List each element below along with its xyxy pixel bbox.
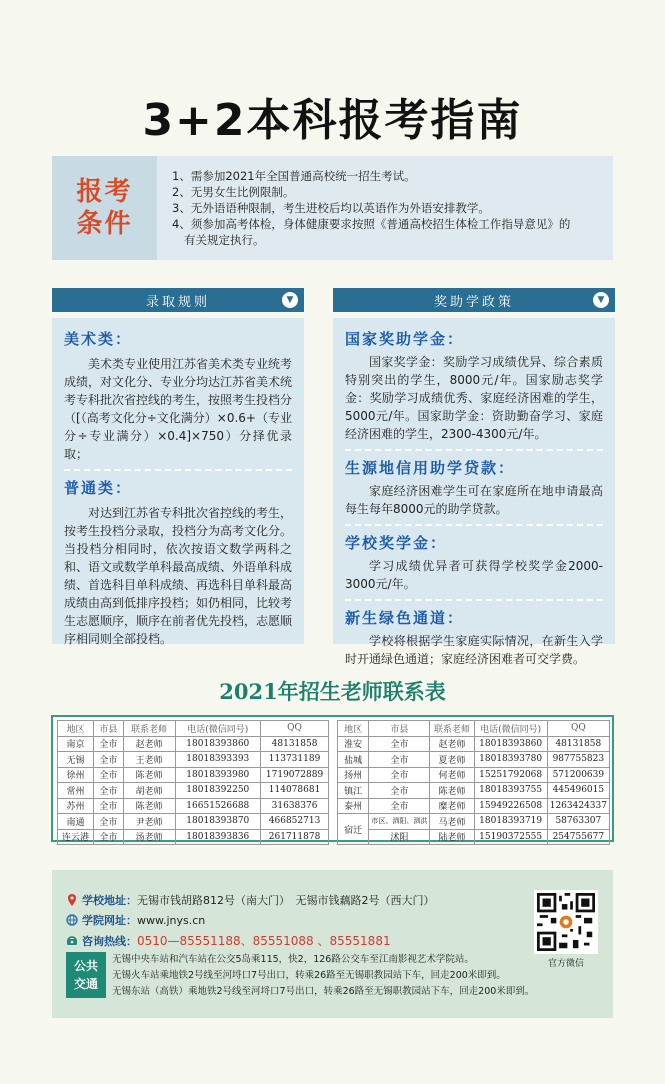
footer-box: [52, 870, 613, 1018]
table-cell: 58763307: [547, 814, 609, 830]
chevron-down-icon: ▼: [593, 292, 609, 308]
page-title: 3+2本科报考指南: [142, 95, 523, 146]
table-cell: 1719072889: [261, 767, 329, 783]
table-cell: 陆老师: [430, 829, 474, 845]
green-text: 学校将根据学生家庭实际情况，在新生入学时开通绿色通道；家庭经济困难者可交学费。: [345, 634, 603, 666]
table-header-cell: 市县: [93, 721, 123, 737]
table-header-cell: 电话(微信同号): [474, 721, 547, 737]
requirements-box: [52, 156, 613, 260]
table-cell: 15949226508: [474, 798, 547, 814]
table-row: [58, 736, 329, 752]
divider: [345, 449, 603, 451]
contacts-table-right: [337, 720, 610, 845]
table-cell: 48131858: [547, 736, 609, 752]
table-cell: 18018393719: [474, 814, 547, 830]
art-title: 美术类：: [64, 330, 133, 348]
table-cell: 987755823: [547, 752, 609, 768]
table-cell: 南京: [58, 736, 94, 752]
table-cell: 苏州: [58, 798, 94, 814]
general-title: 普通类：: [64, 479, 133, 497]
requirement-item: 有关规定执行。: [184, 233, 265, 247]
school-title: 学校奖学金：: [345, 534, 448, 552]
general-text: 对达到江苏省专科批次省控线的考生，按考生投档分录取，投档分为高考文化分。当投档分相同时，依次按语文数学两科之和、语文或数学单科最高成绩、外语单科成绩、首选科目单科成绩、再选科目单科最高成绩由高到低排序投档；如仍相同，比较考生志愿顺序，顺序在前者优先投档，志愿顺序相同则全部投档。: [64, 506, 293, 646]
table-cell: 陈老师: [430, 783, 474, 799]
table-cell: 466852713: [261, 814, 329, 830]
table-cell: 全市: [369, 798, 430, 814]
table-row: [338, 798, 610, 814]
table-cell: 1263424337: [547, 798, 609, 814]
table-cell: 48131858: [261, 736, 329, 752]
table-cell: 18018393836: [175, 829, 261, 845]
table-cell: 南通: [58, 814, 94, 830]
table-cell: 18018393860: [175, 736, 261, 752]
table-header-cell: 联系老师: [123, 721, 175, 737]
requirements-list: [172, 168, 602, 248]
table-cell: 全市: [93, 783, 123, 799]
loan-title: 生源地信用助学贷款：: [345, 459, 516, 477]
table-header-cell: 地区: [58, 721, 94, 737]
table-row: [58, 814, 329, 830]
table-cell: 全市: [369, 736, 430, 752]
contacts-title: 2021年招生老师联系表: [219, 679, 446, 704]
table-cell: 尹老师: [123, 814, 175, 830]
table-cell: 18018393870: [175, 814, 261, 830]
table-cell: 全市: [369, 752, 430, 768]
divider: [64, 469, 292, 471]
table-cell: 16651526688: [175, 798, 261, 814]
table-cell: 全市: [93, 752, 123, 768]
table-row: [58, 829, 329, 845]
table-cell: 15190372555: [474, 829, 547, 845]
address-row: 学校地址： 无锡市钱胡路812号（南大门） 无锡市钱藕路2号（西大门）: [66, 892, 435, 908]
table-cell: 夏老师: [430, 752, 474, 768]
website-link[interactable]: www.jnys.cn: [137, 913, 206, 927]
divider: [345, 599, 603, 601]
requirement-item: 2、无男女生比例限制。: [172, 185, 295, 199]
table-row: [338, 736, 610, 752]
table-cell: 王老师: [123, 752, 175, 768]
loan-text: 家庭经济困难学生可在家庭所在地申请最高每生每年8000元的助学贷款。: [345, 484, 603, 516]
table-row: [58, 767, 329, 783]
table-cell: 全市: [93, 736, 123, 752]
table-cell: 沭阳: [369, 829, 430, 845]
table-cell: 18018393860: [474, 736, 547, 752]
table-cell: 盐城: [338, 752, 369, 768]
table-header-cell: 联系老师: [430, 721, 474, 737]
table-cell: 汤老师: [123, 829, 175, 845]
table-cell: 常州: [58, 783, 94, 799]
requirements-label: 报考 条件: [52, 156, 157, 260]
aid-header: 奖助学政策 ▼: [333, 288, 615, 312]
table-cell: 扬州: [338, 767, 369, 783]
table-cell: 全市: [93, 814, 123, 830]
table-cell: 15251792068: [474, 767, 547, 783]
hotline-numbers: 0510—85551188、85551088 、85551881: [137, 934, 391, 948]
table-cell: 全市: [93, 798, 123, 814]
table-cell: 赵老师: [430, 736, 474, 752]
green-title: 新生绿色通道：: [345, 609, 465, 627]
table-cell: 31638376: [261, 798, 329, 814]
globe-icon: [66, 914, 78, 926]
traffic-line: 无锡火车站乘地铁2号线至河埒口7号出口，转乘26路至无锡职教园站下车，回走200米即到。: [112, 970, 506, 981]
traffic-label: 公共 交通: [66, 952, 106, 998]
table-cell: 市区、泗阳、泗洪: [369, 814, 430, 830]
table-cell: 何老师: [430, 767, 474, 783]
table-cell: 18018393755: [474, 783, 547, 799]
table-cell: 泰州: [338, 798, 369, 814]
table-cell: 宿迁: [338, 814, 369, 845]
table-cell: 全市: [369, 783, 430, 799]
phone-icon: [66, 935, 78, 947]
table-row: [58, 798, 329, 814]
location-pin-icon: [66, 894, 78, 906]
table-header-cell: 地区: [338, 721, 369, 737]
table-cell: 445496015: [547, 783, 609, 799]
requirement-item: 4、须参加高考体检，身体健康要求按照《普通高校招生体检工作指导意见》的: [172, 217, 571, 231]
national-text: 国家奖学金：奖励学习成绩优异、综合素质特别突出的学生，8000元/年。国家励志奖学金：奖励学习成绩优秀、家庭经济困难的学生，5000元/年。国家助学金：资助勤奋学习、家庭经济困难的学生，2300-4300元/年。: [345, 355, 603, 441]
hotline-row: 咨询热线： 0510—85551188、85551088 、85551881: [66, 932, 391, 949]
table-row: [338, 814, 610, 830]
admission-header: 录取规则 ▼: [52, 288, 304, 312]
qr-code-image: [534, 890, 598, 954]
website-row: 学院网址： www.jnys.cn: [66, 912, 205, 928]
table-cell: 18018392250: [175, 783, 261, 799]
table-header-cell: QQ: [261, 721, 329, 737]
table-cell: 254755677: [547, 829, 609, 845]
qr-caption: 官方微信: [547, 959, 584, 969]
art-text: 美术类专业使用江苏省美术类专业统考成绩，对文化分、专业分均达江苏省美术统考专科批次省控线的考生，按照考生投档分（[（高考文化分÷文化满分）×0.6+（专业分÷专业满分）×0.4]×750）分择优录取；: [64, 357, 293, 461]
table-cell: 114078681: [261, 783, 329, 799]
chevron-down-icon: ▼: [282, 292, 298, 308]
table-cell: 571200639: [547, 767, 609, 783]
table-cell: 马老师: [430, 814, 474, 830]
table-cell: 全市: [93, 767, 123, 783]
table-cell: 陈老师: [123, 798, 175, 814]
table-header-cell: 市县: [369, 721, 430, 737]
table-cell: 糜老师: [430, 798, 474, 814]
table-row: [58, 752, 329, 768]
table-row: [338, 829, 610, 845]
table-cell: 113731189: [261, 752, 329, 768]
table-cell: 全市: [93, 829, 123, 845]
table-cell: 胡老师: [123, 783, 175, 799]
table-cell: 连云港: [58, 829, 94, 845]
school-text: 学习成绩优异者可获得学校奖学金2000-3000元/年。: [345, 559, 603, 591]
traffic-line: 无锡东站（高铁）乘地铁2号线至河埒口7号出口，转乘26路至无锡职教园站下车，回走200米即到。: [112, 986, 535, 997]
divider: [345, 524, 603, 526]
requirement-item: 1、需参加2021年全国普通高校统一招生考试。: [172, 169, 416, 183]
traffic-info: [112, 952, 582, 1000]
table-cell: 18018393780: [474, 752, 547, 768]
table-cell: 淮安: [338, 736, 369, 752]
traffic-line: 无锡中央车站和汽车站在公交5岛乘115，快2，126路公交车至江南影视艺术学院站。: [112, 954, 474, 965]
national-title: 国家奖助学金：: [345, 330, 465, 348]
contacts-table-left: [57, 720, 329, 845]
aid-panel: [333, 318, 615, 666]
table-row: [338, 752, 610, 768]
table-row: [338, 767, 610, 783]
table-cell: 261711878: [261, 829, 329, 845]
table-cell: 赵老师: [123, 736, 175, 752]
table-cell: 徐州: [58, 767, 94, 783]
table-row: [338, 783, 610, 799]
table-cell: 全市: [369, 767, 430, 783]
table-cell: 镇江: [338, 783, 369, 799]
admission-panel: [52, 318, 304, 644]
table-cell: 18018393980: [175, 767, 261, 783]
table-header-cell: QQ: [547, 721, 609, 737]
contacts-table: [51, 715, 614, 842]
table-row: [58, 783, 329, 799]
table-cell: 18018393393: [175, 752, 261, 768]
table-cell: 陈老师: [123, 767, 175, 783]
requirement-item: 3、无外语语种限制，考生进校后均以英语作为外语安排教学。: [172, 201, 490, 215]
table-header-cell: 电话(微信同号): [175, 721, 261, 737]
table-cell: 无锡: [58, 752, 94, 768]
